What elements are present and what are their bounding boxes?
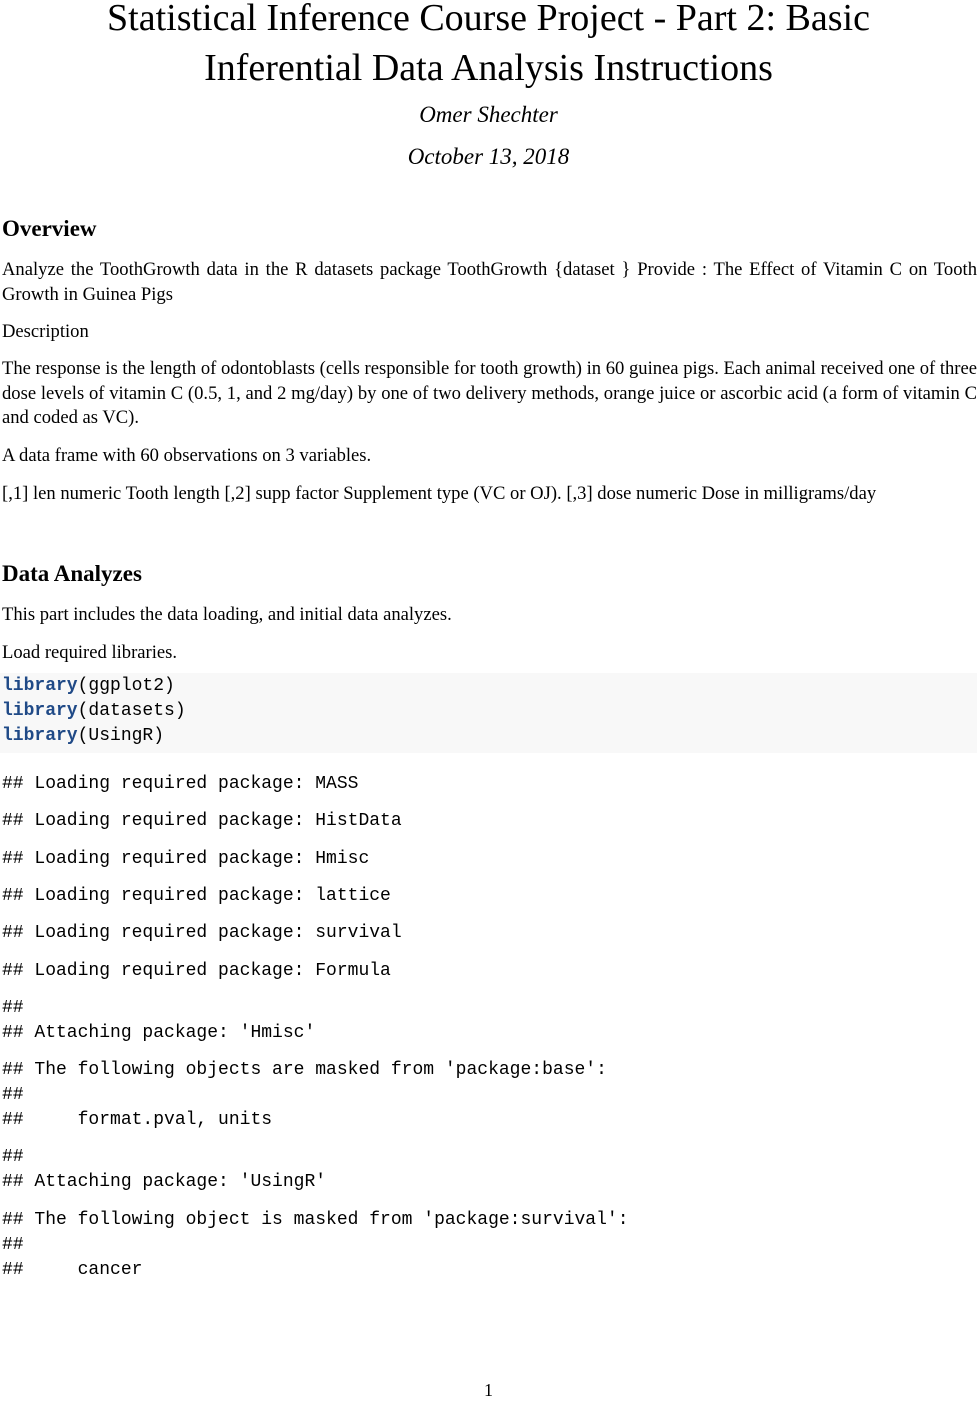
output-line: ## format.pval, units [2, 1110, 273, 1130]
date: October 13, 2018 [407, 144, 570, 169]
overview-paragraph-4: A data frame with 60 observations on 3 variables. [2, 445, 372, 466]
document-title [0, 0, 977, 93]
overview-paragraph-1: Analyze the ToothGrowth data in the R datasets package ToothGrowth {dataset } Provide : The Effect of Vitamin C on Tooth Growth in Guinea Pigs [2, 259, 977, 305]
output-line: ## Attaching package: 'Hmisc' [2, 1023, 316, 1043]
output-line: ## [2, 1235, 24, 1255]
code-keyword: library [2, 701, 78, 721]
output-line: ## cancer [2, 1260, 143, 1280]
code-keyword: library [2, 726, 78, 746]
output-line: ## Attaching package: 'UsingR' [2, 1172, 327, 1192]
code-argument: (ggplot2) [77, 676, 175, 696]
output-line: ## Loading required package: lattice [2, 886, 391, 906]
code-argument: (datasets) [77, 701, 186, 721]
output-line: ## The following object is masked from 'package:survival': [2, 1210, 629, 1230]
output-line: ## Loading required package: Formula [2, 961, 391, 981]
code-line [2, 724, 164, 749]
title-line-1: Statistical Inference Course Project - Part 2: Basic [107, 0, 870, 39]
overview-heading: Overview [2, 216, 97, 241]
author: Omer Shechter [419, 102, 558, 127]
output-line: ## Loading required package: HistData [2, 811, 402, 831]
title-line-2: Inferential Data Analysis Instructions [204, 47, 773, 89]
output-line: ## [2, 998, 24, 1018]
overview-paragraph-5: [,1] len numeric Tooth length [,2] supp factor Supplement type (VC or OJ). [,3] dose numeric Dose in milligrams/day [2, 483, 877, 504]
code-keyword: library [2, 676, 78, 696]
output-line: ## [2, 1085, 24, 1105]
output-line: ## Loading required package: survival [2, 923, 402, 943]
output-line: ## Loading required package: Hmisc [2, 849, 370, 869]
code-argument: (UsingR) [77, 726, 165, 746]
analyzes-paragraph-2: Load required libraries. [2, 642, 178, 663]
output-line: ## [2, 1147, 24, 1167]
code-line [2, 674, 175, 699]
output-line: ## Loading required package: MASS [2, 774, 359, 794]
code-line [2, 699, 186, 724]
analyzes-paragraph-1: This part includes the data loading, and initial data analyzes. [2, 604, 452, 625]
page-number: 1 [484, 1380, 493, 1400]
overview-paragraph-3: The response is the length of odontoblasts (cells responsible for tooth growth) in 60 guinea pigs. Each animal received one of three dose levels of vitamin C (0.5, 1, and 2 mg/day) by one of two delivery methods, orange juice or ascorbic acid (a form of vitamin C and coded as VC). [2, 358, 977, 428]
description-label: Description [2, 321, 89, 342]
output-line: ## The following objects are masked from 'package:base': [2, 1060, 607, 1080]
data-analyzes-heading: Data Analyzes [2, 561, 142, 586]
